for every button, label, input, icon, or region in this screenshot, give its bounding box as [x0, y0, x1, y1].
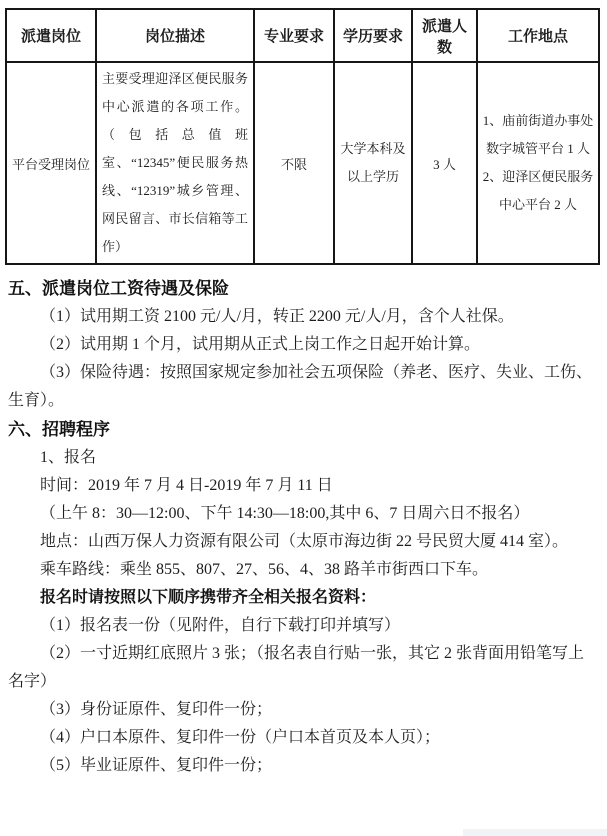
section5-item-2: （2）试用期 1 个月，试用期从正式上岗工作之日起开始计算。 — [40, 336, 481, 353]
cell-work-location — [477, 62, 599, 264]
document-body — [8, 274, 599, 780]
table-row — [6, 62, 599, 264]
job-positions-table — [5, 8, 600, 265]
section6-bus-route-line: 乘车路线：乘坐 855、807、27、56、4、38 路羊市街西口下车。 — [40, 561, 489, 578]
section6-heading: 六、招聘程序 — [8, 420, 110, 439]
section6-materials-heading: 报名时请按照以下顺序携带齐全相关报名资料： — [40, 589, 377, 606]
section5-heading: 五、派遣岗位工资待遇及保险 — [8, 279, 229, 298]
section5-item-1: （1）试用期工资 2100 元/人/月，转正 2200 元/人/月，含个人社保。 — [40, 308, 514, 325]
section6-material-3: （3）身份证原件、复印件一份； — [40, 701, 273, 718]
header-post: 派遣岗位 — [6, 9, 96, 62]
section5-item-3: （3）保险待遇：按照国家规定参加社会五项保险（养老、医疗、失业、工伤、生育）。 — [8, 364, 593, 409]
cell-post: 平台受理岗位 — [6, 62, 96, 264]
section6-address-line: 地点：山西万保人力资源有限公司（太原市海边街 22 号民贸大厦 414 室）。 — [40, 533, 569, 550]
section6-time-line: 时间：2019 年 7 月 4 日-2019 年 7 月 11 日 — [40, 477, 333, 494]
section6-material-5: （5）毕业证原件、复印件一份； — [40, 757, 273, 774]
header-headcount: 派遣人数 — [412, 9, 477, 62]
cell-description: 主要受理迎泽区便民服务中心派遣的各项工作。（包括总值班室、“12345”便民服务热线、“12319”城乡管理、网民留言、市长信箱等工作） — [96, 62, 254, 264]
table-header-row — [6, 9, 599, 62]
work-location-line: 2、迎泽区便民服务中心平台 2 人 — [482, 169, 594, 212]
header-description: 岗位描述 — [96, 9, 254, 62]
header-work-location: 工作地点 — [477, 9, 599, 62]
section6-material-2: （2）一寸近期红底照片 3 张；（报名表自行贴一张，其它 2 张背面用铅笔写上名字） — [8, 645, 585, 690]
page-corner-artifact — [463, 829, 607, 836]
cell-headcount: 3 人 — [412, 62, 477, 264]
section6-time-detail-line: （上午 8：30—12:00、下午 14:30—18:00,其中 6、7 日周六日不报名） — [40, 505, 530, 522]
section6-subheading-apply: 1、报名 — [40, 449, 97, 466]
header-education-requirement: 学历要求 — [334, 9, 412, 62]
work-location-line: 1、庙前街道办事处数字城管平台 1 人 — [482, 113, 594, 156]
header-major-requirement: 专业要求 — [254, 9, 334, 62]
cell-major-requirement: 不限 — [254, 62, 334, 264]
cell-education-requirement: 大学本科及以上学历 — [334, 62, 412, 264]
section6-material-4: （4）户口本原件、复印件一份（户口本首页及本人页）； — [40, 729, 441, 746]
section6-material-1: （1）报名表一份（见附件，自行下载打印并填写） — [40, 617, 401, 634]
